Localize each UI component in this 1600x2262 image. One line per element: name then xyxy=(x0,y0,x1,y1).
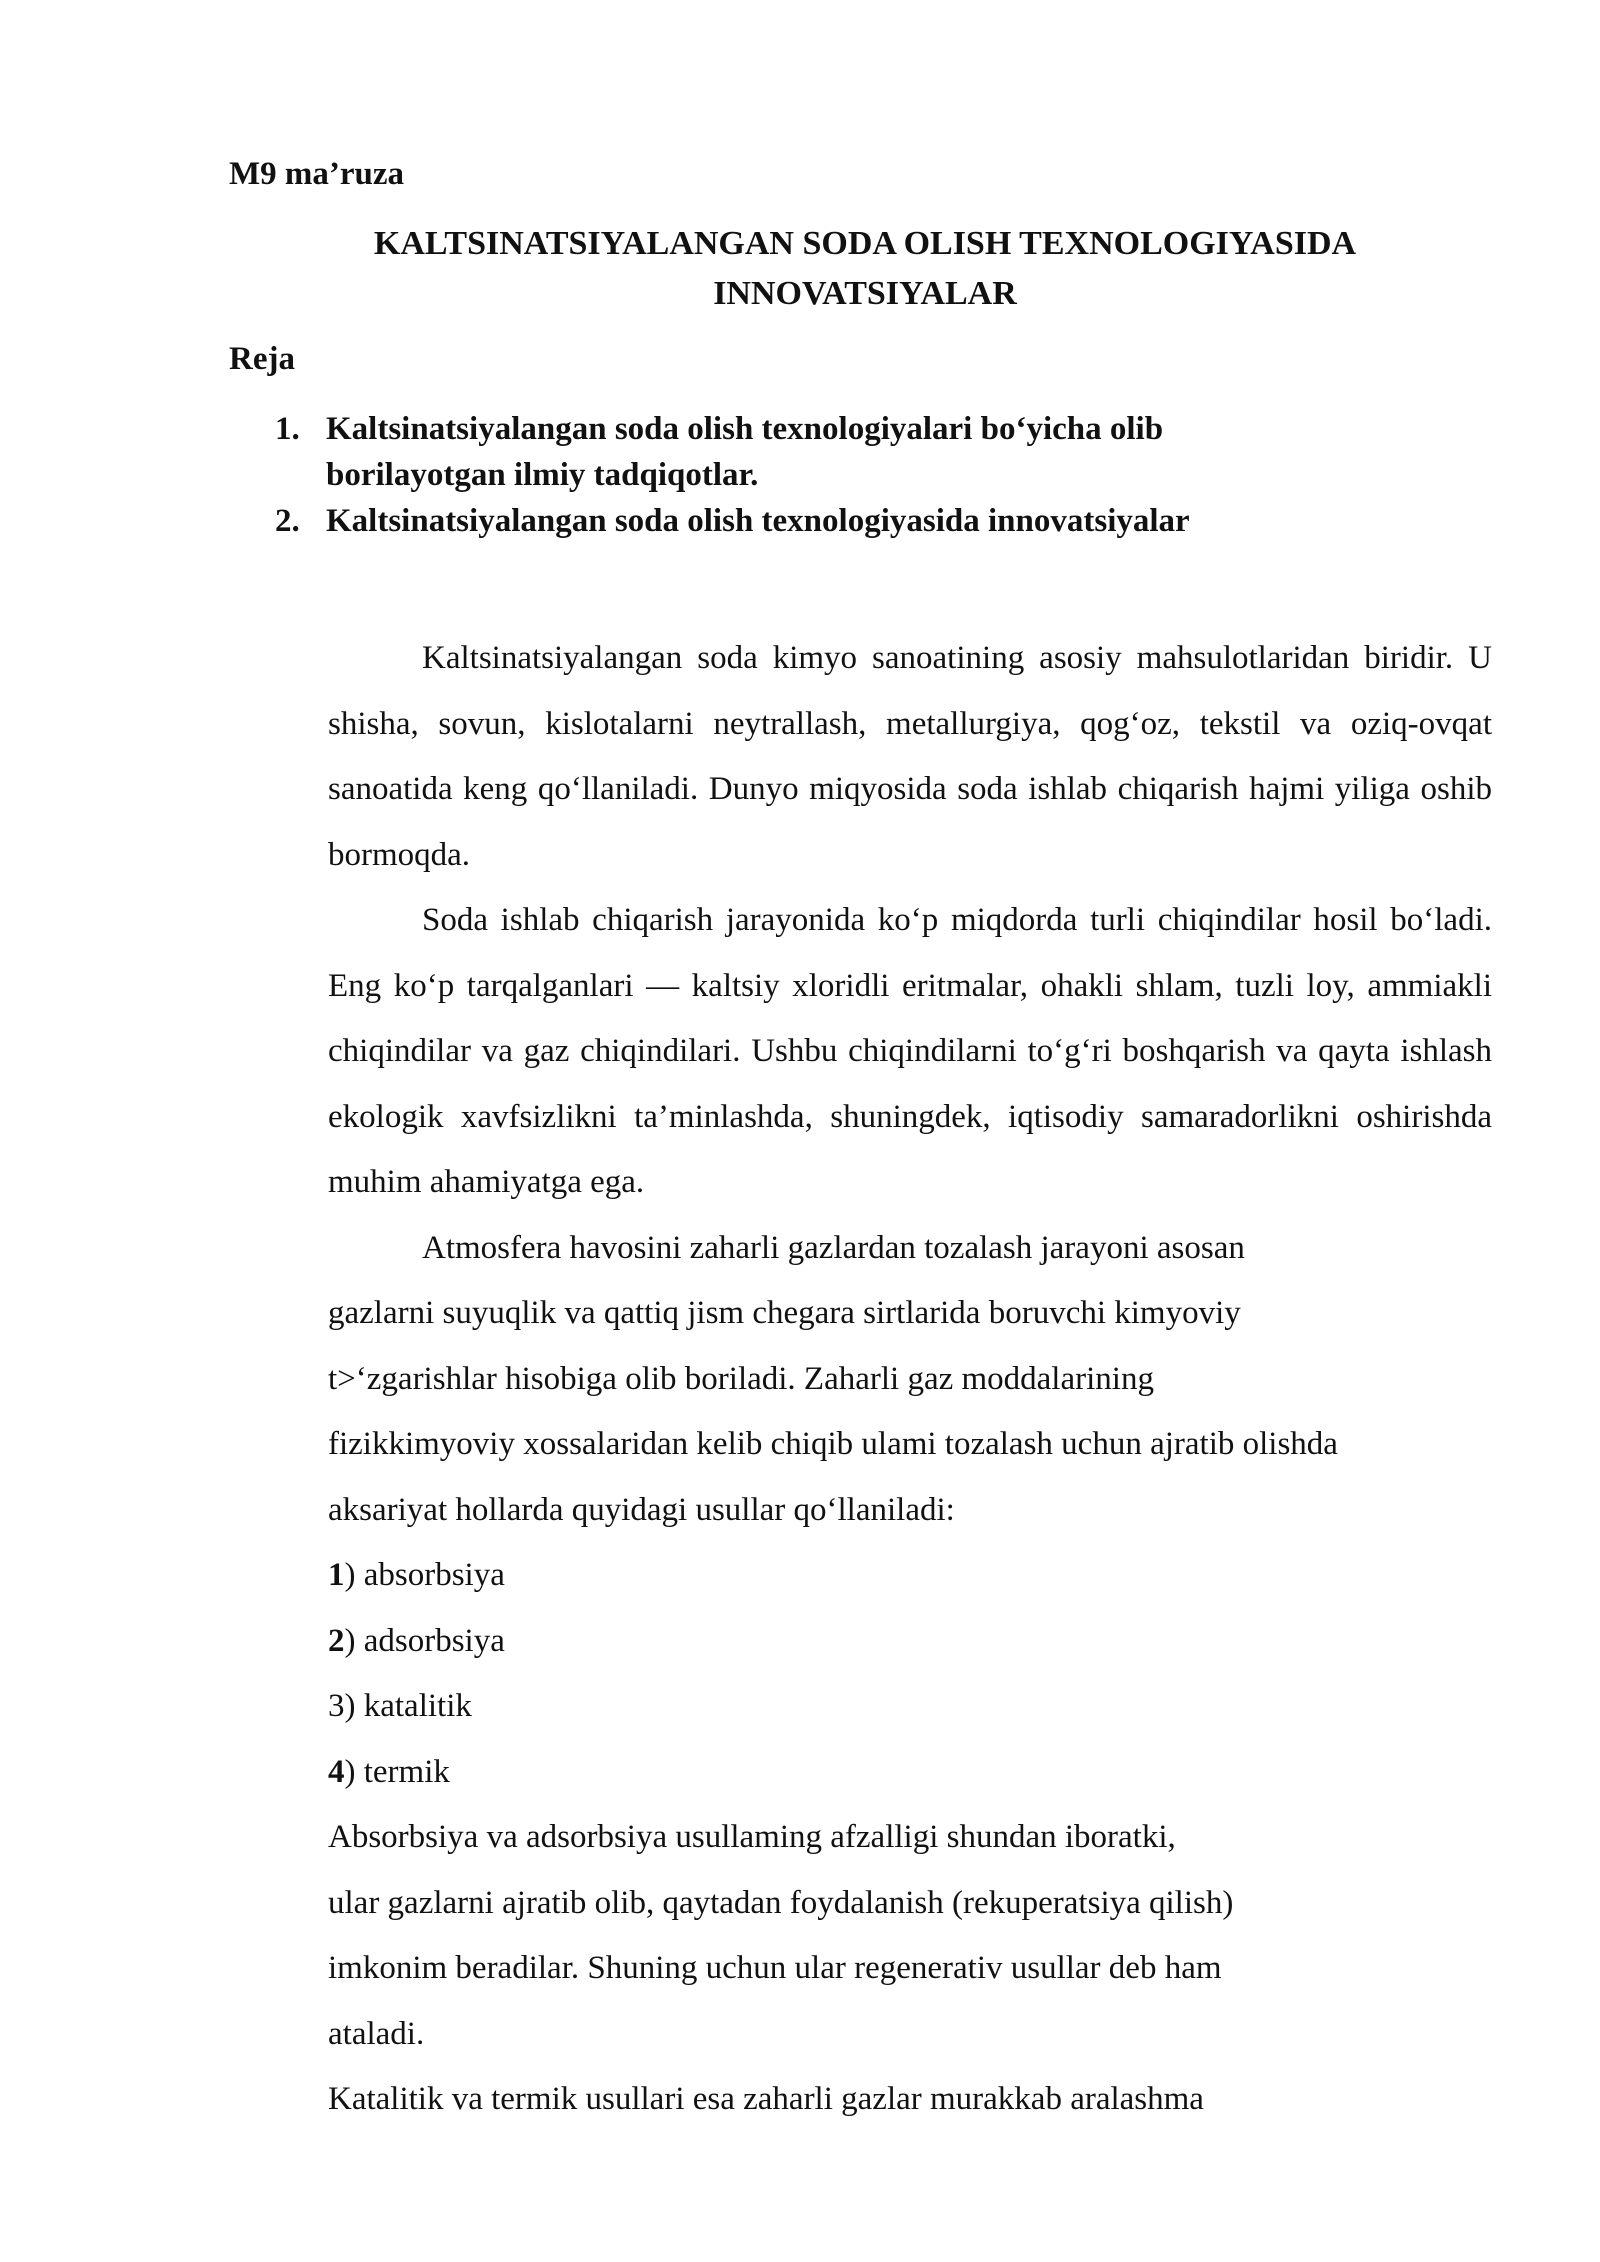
text-line: imkonim beradilar. Shuning uchun ular regenerativ usullar deb ham xyxy=(328,1950,1222,1986)
method-label: ) adsorbsiya xyxy=(344,1622,505,1659)
plan-item xyxy=(275,498,1375,544)
method-item xyxy=(328,1674,1492,1740)
method-item xyxy=(328,1609,1492,1675)
plan-item-number: 2. xyxy=(275,503,300,539)
plan-item-number: 1. xyxy=(275,411,300,447)
method-number: 1 xyxy=(328,1557,345,1593)
title-line-2: INNOVATSIYALAR xyxy=(713,275,1017,312)
text-line: ular gazlarni ajratib olib, qaytadan foydalanish (rekuperatsiya qilish) xyxy=(328,1884,1234,1921)
plan-item-text-cont: borilayotgan ilmiy tadqiqotlar. xyxy=(326,457,759,493)
body-text xyxy=(328,626,1492,2133)
paragraph-waste: Soda ishlab chiqarish jarayonida ko‘p miqdorda turli chiqindilar hosil bo‘ladi. Eng ko‘p tarqalganlari — kaltsiy xloridli eritmalar, ohakli shlam, tuzli loy, ammiakli chiqindilar va gaz chiqindilari. Ushbu chiqindilarni to‘g‘ri boshqarish va qayta ishlash ekologik xavfsizlikni ta’minlashda, shuningdek, iqtisodiy samaradorlikni oshirishda muhim ahamiyatga ega. xyxy=(328,902,1492,1200)
method-label: ) absorbsiya xyxy=(344,1557,505,1593)
method-item xyxy=(328,1740,1492,1806)
plan-heading: Reja xyxy=(229,341,295,377)
method-number: 2 xyxy=(328,1622,345,1659)
text-line: aksariyat hollarda quyidagi usullar qo‘llaniladi: xyxy=(328,1491,955,1528)
lecture-id: M9 ma’ruza xyxy=(229,156,405,192)
text-line: Absorbsiya va adsorbsiya usullaming afzalligi shundan iboratki, xyxy=(328,1819,1176,1855)
plan-item xyxy=(275,406,1375,498)
text-line: fizikkimyoviy xossalaridan kelib chiqib ulami tozalash uchun ajratib olishda xyxy=(328,1426,1338,1462)
method-label: ) katalitik xyxy=(344,1688,472,1724)
plan-item-text: Kaltsinatsiyalangan soda olish texnologiyalari bo‘yicha olib xyxy=(326,411,1164,447)
method-label: ) termik xyxy=(344,1753,450,1790)
paragraph-intro: Kaltsinatsiyalangan soda kimyo sanoatining asosiy mahsulotlaridan biridir. U shisha, sovun, kislotalarni neytrallash, metallurgiya, qog‘oz, tekstil va oziq-ovqat sanoatida keng qo‘llaniladi. Dunyo miqyosida soda ishlab chiqarish hajmi yiliga oshib bormoqda. xyxy=(328,640,1492,873)
method-number: 4 xyxy=(328,1753,345,1790)
text-line: gazlarni suyuqlik va qattiq jism chegara sirtlarida boruvchi kimyoviy xyxy=(328,1295,1241,1331)
text-line: Atmosfera havosini zaharli gazlardan tozalash jarayoni asosan xyxy=(422,1229,1245,1266)
plan-list xyxy=(275,406,1375,544)
method-number: 3 xyxy=(328,1688,345,1724)
document-title xyxy=(260,219,1470,319)
plan-item-text: Kaltsinatsiyalangan soda olish texnologiyasida innovatsiyalar xyxy=(326,503,1190,539)
paragraph-gas-cleaning xyxy=(328,1216,1492,1282)
method-item xyxy=(328,1543,1492,1609)
title-line-1: KALTSINATSIYALANGAN SODA OLISH TEXNOLOGIYASIDA xyxy=(373,225,1357,262)
text-line: Katalitik va termik usullari esa zaharli gazlar murakkab aralashma xyxy=(328,2081,1204,2117)
text-line: t>‘zgarishlar hisobiga olib boriladi. Zaharli gaz moddalarining xyxy=(328,1360,1154,1397)
text-line: ataladi. xyxy=(328,2015,425,2052)
